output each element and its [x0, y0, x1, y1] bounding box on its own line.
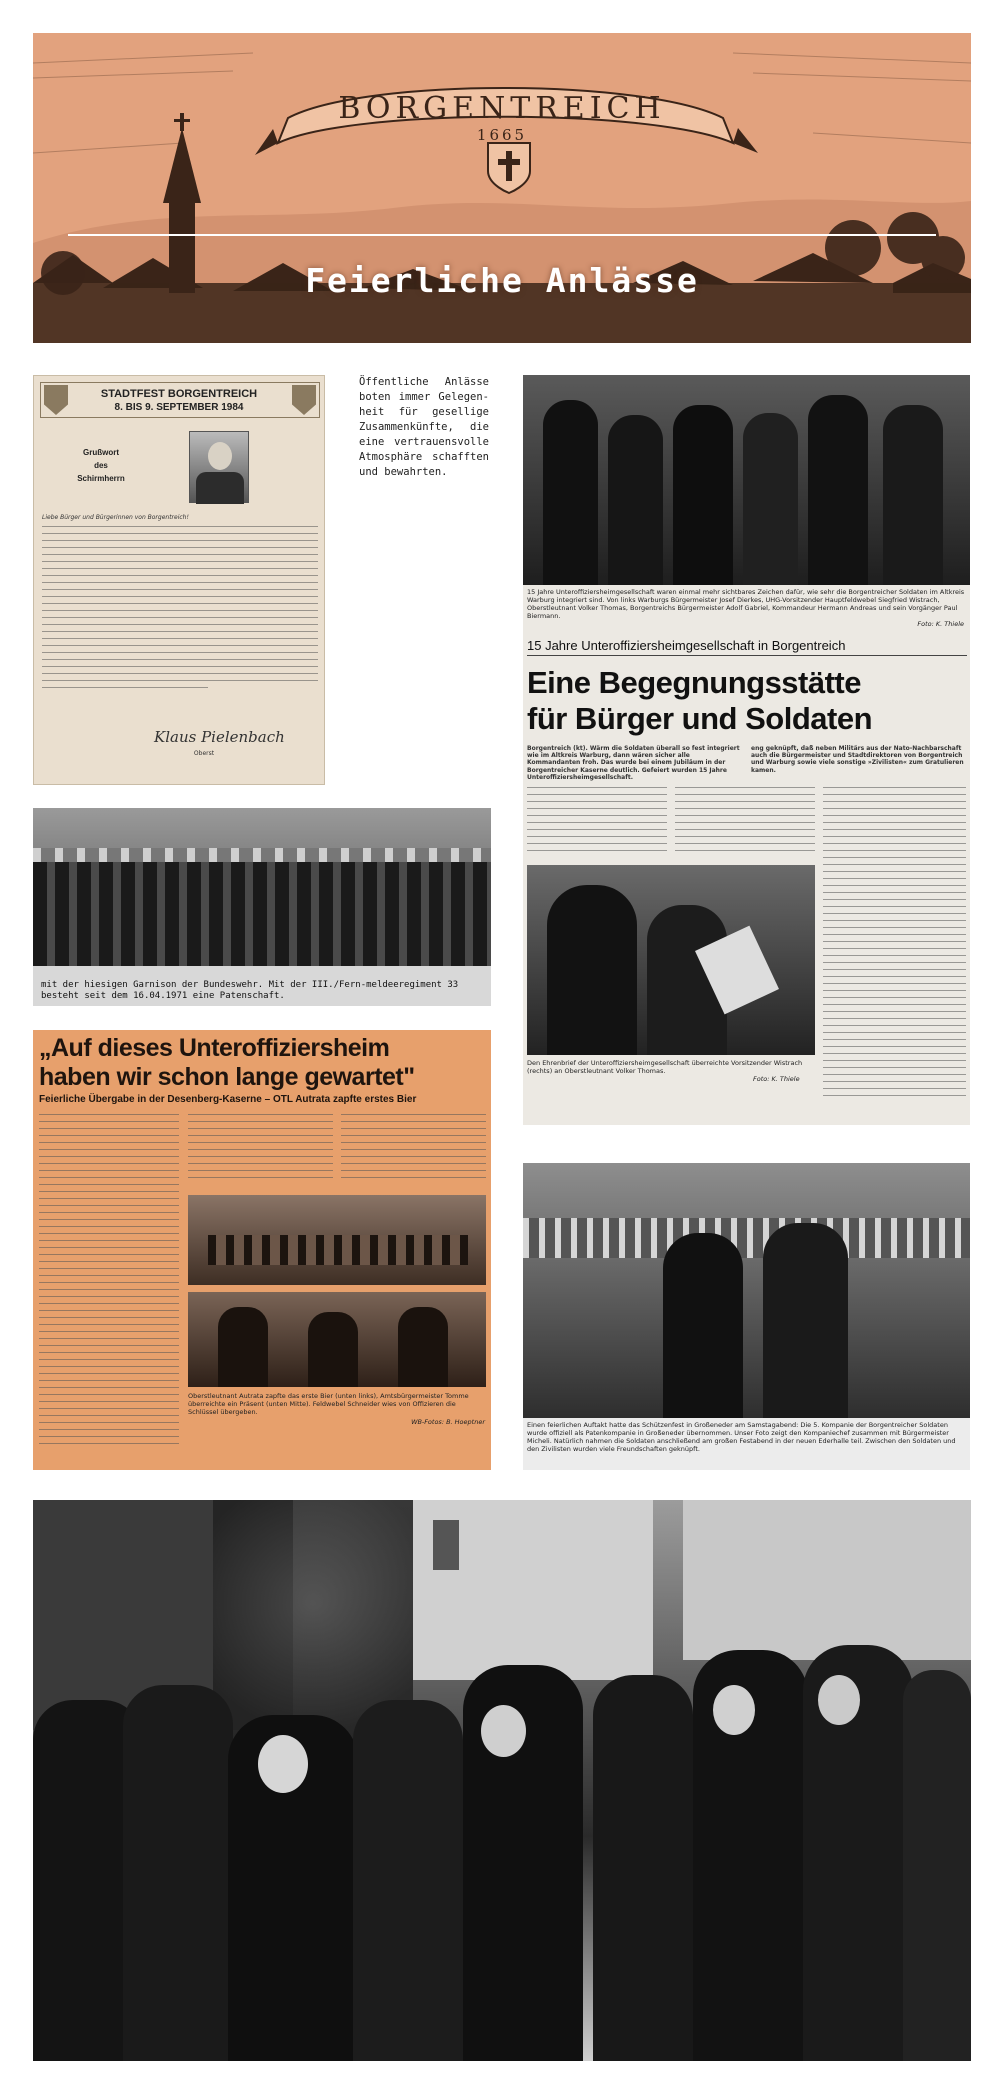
greeting-body-text	[42, 526, 318, 694]
greeting-line-3: Schirmherrn	[77, 474, 125, 483]
heim-column-1	[39, 1114, 179, 1450]
heim-photo-credit: WB-Fotos: B. Hoeptner	[411, 1418, 485, 1426]
article-lead-left: Borgentreich (kt). Wärm die Soldaten überall so fest integriert wie im Altkreis Warburg, dann wären sicher alle Kommandanten froh. Das wurde bei einem Jubiläum in der Borgentreicher Kaserne deutlich. Gefeiert wurden 15 Jahre Unteroffiziersheimgesellschaft.	[527, 745, 740, 781]
building-center	[413, 1500, 653, 1680]
banner-divider	[68, 234, 936, 236]
group-photo	[523, 375, 970, 585]
heim-headline	[39, 1034, 489, 1092]
heim-headline-line-1: „Auf dieses Unteroffiziersheim	[39, 1034, 390, 1062]
begegnungsstaette-clipping	[523, 375, 970, 1125]
headline-line-1: Eine Begegnungsstätte	[527, 665, 861, 700]
intro-text: Öffentliche Anlässe boten immer Gelegen-heit für gesellige Zusammenkünfte, die eine vertrauensvolle Atmosphäre schafften und bewahrten.	[359, 376, 489, 478]
greeting-line-1: Grußwort	[83, 448, 119, 457]
headline-line-2: für Bürger und Soldaten	[527, 701, 872, 736]
stadtfest-title: STADTFEST BORGENTREICH	[100, 388, 258, 400]
unteroffiziersheim-clipping	[33, 1030, 491, 1470]
heim-subhead: Feierliche Übergabe in der Desenberg-Kaserne – OTL Autrata zapfte erstes Bier	[39, 1094, 417, 1105]
heim-photo-caption: Oberstleutnant Autrata zapfte das erste Bier (unten links), Amtsbürgermeister Tomme überreichte ein Präsent (unten Mitte). Feldwebel Schneider wies von Offizieren die Schlüssel übergeben.	[188, 1392, 469, 1416]
article-kicker: 15 Jahre Unteroffiziersheimgesellschaft in Borgentreich	[527, 638, 967, 656]
stadtfest-dates: 8. BIS 9. SEPTEMBER 1984	[114, 402, 244, 413]
article-column-3	[823, 787, 966, 1102]
greeting-line-2: des	[94, 461, 108, 470]
founding-year: 1665	[476, 126, 528, 144]
page-title: Feierliche Anlässe	[305, 261, 699, 300]
portrait-photo	[189, 431, 249, 503]
schuetzenfest-photo	[523, 1163, 970, 1418]
group-photo-caption: 15 Jahre Unteroffiziersheimgesellschaft waren einmal mehr sichtbares Zeichen dafür, wie sehr die Borgentreicher Soldaten im Altkreis Warburg integriert sind. Von links Warburgs Bürgermeister Josef Dierkes, UHG-Vorsitzender Hauptfeldwebel Siegfried Wistrach, Oberstleutnant Volker Thomas, Borgentreichs Bürgermeister Adolf Gabriel, Kommandeur Hermann Andreas und sein Vorgänger Paul Biermann.	[527, 588, 965, 620]
ehrenbrief-photo	[527, 865, 815, 1055]
stadtfest-greeting-clipping	[33, 375, 325, 785]
article-column-2	[675, 787, 815, 857]
header-banner	[33, 33, 971, 343]
ehrenbrief-caption: Den Ehrenbrief der Unteroffiziersheimgesellschaft überreichte Vorsitzender Wistrach (rechts) an Oberstleutnant Volker Thomas.	[527, 1059, 803, 1075]
article-lead-right: eng geknüpft, daß neben Militärs aus der Nato-Nachbarschaft auch die Bürgermeister und Stadtdirektoren von Borgentreich und Warburg sowie viele sonstige »Zivilisten« zum Gratulieren kamen.	[751, 745, 964, 774]
group-photo-credit: Foto: K. Thiele	[917, 620, 964, 628]
garrison-parade-photo	[33, 808, 491, 1006]
heim-column-2	[188, 1114, 333, 1184]
greeting-heading	[56, 446, 146, 485]
town-name: BORGENTREICH	[338, 91, 666, 126]
schuetzenfest-clipping	[523, 1163, 970, 1470]
signature-rank: Oberst	[193, 750, 215, 757]
signature-name: Klaus Pielenbach	[154, 728, 285, 746]
building-right	[683, 1500, 971, 1660]
schuetzenfest-caption: Einen feierlichen Auftakt hatte das Schützenfest in Großeneder am Samstagabend: Die 5. Kompanie der Borgentreicher Soldaten wurde offiziell als Patenkompanie in Großeneder übernommen. Unser Foto zeigt den Kompaniechef zusammen mit Bürgermeister Micheli. Natürlich nahmen die Soldaten anschließend am großen Festabend in der neuen Ederhalle teil. Zwischen den Soldaten und den Zivilisten wurden viele Freundschaften geknüpft.	[527, 1421, 956, 1453]
heim-photo-bottom	[188, 1292, 486, 1387]
heim-photo-top	[188, 1195, 486, 1285]
heim-column-3	[341, 1114, 486, 1184]
heim-headline-line-2: haben wir schon lange gewartet"	[39, 1063, 415, 1091]
article-headline	[527, 665, 967, 737]
signature	[154, 728, 285, 746]
soldiers-march-photo	[33, 1500, 971, 2061]
ehrenbrief-credit: Foto: K. Thiele	[753, 1075, 800, 1083]
garrison-caption: mit der hiesigen Garnison der Bundeswehr. Mit der III./Fern-meldeeregiment 33 besteht seit dem 16.04.1971 eine Patenschaft.	[41, 980, 459, 1001]
article-column-1	[527, 787, 667, 857]
greeting-salutation: Liebe Bürger und Bürgerinnen von Borgentreich!	[42, 514, 189, 521]
